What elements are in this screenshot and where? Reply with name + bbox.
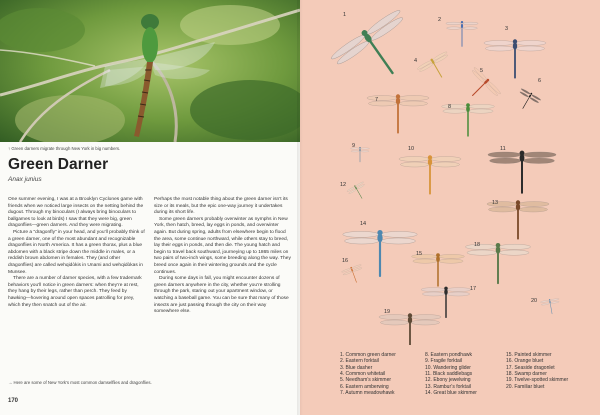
wing-shape	[467, 250, 497, 255]
plate-note: → Here are some of New York’s most common damselflies and dragonflies.	[8, 380, 152, 385]
thorax-shape	[359, 149, 360, 152]
wing-shape	[516, 41, 546, 46]
legend-item: 19. Twelve-spotted skimmer	[506, 377, 569, 384]
thorax-shape	[461, 24, 463, 28]
wing-shape	[399, 157, 429, 162]
wing-shape	[369, 101, 398, 106]
legend-item: 12. Ebony jewelwing	[425, 377, 471, 384]
wing-shape	[499, 244, 531, 249]
wing-shape	[465, 244, 497, 249]
wing-shape	[379, 315, 409, 320]
thorax-shape	[549, 301, 551, 304]
wing-shape	[519, 202, 549, 207]
legend-item: 10. Wandering glider	[425, 364, 471, 371]
wing-shape	[519, 207, 548, 212]
head-shape	[354, 185, 356, 187]
wing-shape	[540, 300, 549, 303]
plate-number-label: 9	[352, 143, 356, 149]
wing-shape	[431, 162, 460, 167]
wing-shape	[413, 259, 437, 263]
head-shape	[520, 151, 525, 156]
wing-shape	[488, 152, 521, 158]
legend-item: 20. Familiar bluet	[506, 383, 545, 390]
plate-number-label: 13	[492, 200, 499, 206]
photo-caption: ↑ Green darners migrate through New York in big numbers.	[8, 146, 121, 151]
head-shape	[428, 155, 432, 159]
plate-number-label: 12	[340, 182, 347, 188]
plate-number-label: 16	[342, 258, 349, 264]
head-shape	[513, 39, 517, 43]
wing-shape	[447, 292, 470, 296]
wing-shape	[381, 238, 415, 244]
species-title: Green Darner	[8, 156, 109, 173]
wing-shape	[381, 231, 417, 237]
wing-shape	[439, 259, 463, 263]
head-shape	[496, 243, 501, 248]
plate-number-label: 20	[531, 298, 538, 304]
wing-shape	[421, 288, 445, 292]
wing-shape	[399, 96, 429, 101]
green-darner-photo	[0, 0, 300, 142]
page-gutter	[297, 0, 303, 415]
dragonfly-illustration	[488, 151, 556, 194]
dragonfly-illustration	[341, 263, 366, 286]
wing-shape	[411, 315, 441, 320]
dragonfly-illustration	[465, 243, 530, 284]
wing-shape	[422, 292, 445, 296]
abdomen-shape	[409, 323, 411, 346]
dragonfly-illustration	[513, 87, 542, 114]
wing-shape	[442, 104, 468, 108]
abdomen-shape	[467, 111, 469, 137]
wing-shape	[499, 250, 529, 255]
legend-item: 7. Autumn meadowhawk	[340, 389, 395, 396]
photo-illustration	[0, 0, 300, 142]
wing-shape	[551, 301, 560, 304]
plate-number-label: 18	[474, 242, 481, 248]
dragonfly-illustration	[329, 7, 428, 98]
abdomen-shape	[429, 165, 431, 195]
abdomen-shape	[379, 241, 381, 277]
wing-shape	[463, 27, 478, 30]
plate-number-label: 6	[538, 78, 542, 84]
abdomen-shape	[352, 271, 357, 283]
legend-item: 6. Eastern amberwing	[340, 383, 389, 390]
legend-item: 18. Swamp darner	[506, 370, 547, 377]
legend-item: 4. Common whitetail	[340, 370, 386, 377]
plate-number-label: 19	[384, 309, 391, 315]
head-shape	[466, 103, 470, 107]
head-shape	[461, 21, 463, 23]
wing-shape	[399, 101, 428, 106]
dragonfly-illustration	[351, 147, 370, 162]
scientific-name: Anax junius	[8, 176, 42, 183]
wing-shape	[446, 22, 461, 25]
wing-shape	[401, 162, 430, 167]
legend-item: 16. Orange bluet	[506, 358, 544, 365]
abdomen-shape	[462, 28, 463, 47]
plate-number-label: 8	[448, 104, 452, 110]
plate-number-label: 5	[480, 68, 484, 74]
plate-number-label: 14	[360, 221, 367, 227]
legend-item: 11. Black saddlebags	[425, 370, 473, 377]
thorax-shape	[351, 268, 353, 271]
legend-item: 9. Fragile forktail	[425, 358, 462, 365]
page-number: 170	[8, 398, 19, 404]
abdomen-shape	[550, 303, 552, 314]
abdomen-shape	[472, 83, 485, 96]
wing-shape	[541, 303, 550, 306]
legend-item: 17. Seaside dragonlet	[506, 364, 555, 371]
abdomen-shape	[433, 63, 442, 78]
wing-shape	[381, 320, 410, 325]
wing-shape	[523, 152, 556, 158]
abdomen-shape	[514, 49, 516, 79]
plate-number-label: 11	[500, 146, 506, 152]
dragonfly-illustration	[399, 155, 461, 194]
abdomen-shape	[437, 261, 439, 287]
wing-shape	[469, 109, 493, 113]
plate-number-label: 17	[470, 286, 477, 292]
dragonfly-illustration	[446, 21, 478, 47]
plate-number-label: 7	[375, 97, 379, 103]
abdomen-shape	[522, 97, 529, 109]
legend-item: 1. Common green darner	[340, 352, 396, 358]
dragonfly-illustration	[416, 50, 456, 86]
legend-item: 15. Painted skimmer	[506, 352, 552, 358]
dragonfly-illustration	[379, 313, 441, 345]
wing-shape	[345, 238, 379, 244]
legend-item: 3. Blue dasher	[340, 364, 373, 371]
wing-shape	[361, 148, 370, 150]
wing-shape	[484, 41, 514, 46]
thorax-shape	[355, 187, 357, 190]
dragonfly-illustration	[346, 181, 370, 204]
wing-shape	[550, 298, 559, 301]
abdomen-shape	[517, 210, 519, 240]
wing-shape	[367, 96, 397, 101]
abdomen-shape	[360, 151, 361, 162]
wing-shape	[486, 46, 515, 51]
dragonfly-plate	[300, 0, 600, 345]
wing-shape	[463, 22, 478, 25]
plate-number-label: 10	[408, 146, 415, 152]
wing-shape	[516, 46, 545, 51]
wing-shape	[343, 231, 379, 237]
legend-item: 5. Needham’s skimmer	[340, 377, 392, 384]
wing-shape	[447, 288, 471, 292]
paragraph: There are a number of darner species, with a few trademark behaviors you’ll notice in green darners: when they’re at rest, they hang by their legs, rather than perch. They feed by hawking—hovering around open spaces patrolling for prey, which they then snatch out of the air.	[8, 276, 142, 308]
dragonfly-illustration	[487, 200, 549, 239]
wing-shape	[351, 151, 360, 153]
wing-shape	[361, 151, 370, 153]
abdomen-shape	[397, 104, 399, 134]
paragraph: Picture a “dragonfly” in your head, and you’ll probably think of a green darner, one of the most abundant and recognizable dragonflies in North America. It has a green thorax, plus a blue abdomen with a black stripe down the middle in males, or a reddish brown abdomen in females. They (and other dragonflies) are called wehqidòkis in Unami and wehqidòkas in Munsee.	[8, 229, 145, 275]
dragonfly-illustration	[412, 253, 465, 286]
abdomen-shape	[445, 294, 446, 318]
head-shape	[530, 93, 532, 95]
dragonfly-illustration	[540, 297, 561, 315]
wing-shape	[439, 254, 465, 258]
paragraph: Perhaps the most notable thing about the green darner isn’t its size or its meals, but the epic one-way journey it undertakes during its short life.	[154, 197, 288, 216]
head-shape	[444, 287, 448, 291]
text-column-1	[8, 197, 145, 316]
legend-item: 8. Eastern pondhawk	[425, 352, 472, 358]
head-shape	[516, 200, 520, 204]
dragonfly-illustration	[343, 230, 417, 277]
paragraph: One summer evening, I was at a Brooklyn Cyclones game with friends when we noticed large insects on the netting behind the dugout. Through my binoculars (I always bring binoculars to ballgames to look at birds) I saw that they were big, green dragonflies—green darners. And they were migrating.	[8, 197, 144, 229]
wing-shape	[411, 320, 440, 325]
dragonfly-illustration	[484, 39, 546, 78]
plate-number-label: 2	[438, 17, 442, 23]
wing-shape	[447, 27, 462, 30]
abdomen-shape	[497, 253, 499, 285]
head-shape	[408, 313, 412, 317]
paragraph: During some days in fall, you might encounter dozens of green darners anywhere in the city, whether you’re strolling through the park, staring out your apartment window, or watching a baseball game. You can be sure that many of those insects are just passing through the city on their way somewhere else.	[154, 276, 289, 315]
dragonfly-illustration	[421, 287, 471, 318]
abdomen-shape	[369, 40, 394, 75]
wing-shape	[490, 158, 521, 164]
legend-item: 14. Great blue skimmer	[425, 389, 477, 396]
plate-number-label: 1	[343, 12, 347, 18]
abdomen-shape	[356, 189, 362, 199]
head-shape	[396, 94, 400, 98]
legend-item: 13. Rambur’s forktail	[425, 383, 471, 390]
thorax-shape	[529, 94, 532, 97]
wing-shape	[523, 158, 554, 164]
head-shape	[359, 147, 360, 148]
wing-shape	[489, 207, 518, 212]
head-shape	[377, 230, 382, 235]
paragraph: Some green darners probably overwinter as nymphs in New York, then hatch, breed, lay eggs in ponds, and overwinter again. But during spring, adults from elsewhere begin to flood the area, some continue northward, while others stay to breed, lay their eggs in ponds, and then die. The young hatch and begin to travel back southward, journeying up to 1865 miles on two pairs of two-inch wings, some breeding along the way. They breed once again in their wintering grounds and the cycle continues.	[154, 216, 291, 275]
legend-item: 2. Eastern forktail	[340, 358, 379, 365]
plate-number-label: 3	[505, 26, 509, 32]
plate-number-label: 15	[416, 251, 423, 257]
wing-shape	[469, 104, 495, 108]
plate-number-label: 4	[414, 58, 418, 64]
wing-shape	[431, 157, 461, 162]
wing-shape	[443, 109, 467, 113]
head-shape	[436, 253, 440, 257]
text-column-2	[154, 197, 291, 322]
abdomen-shape	[521, 161, 523, 194]
